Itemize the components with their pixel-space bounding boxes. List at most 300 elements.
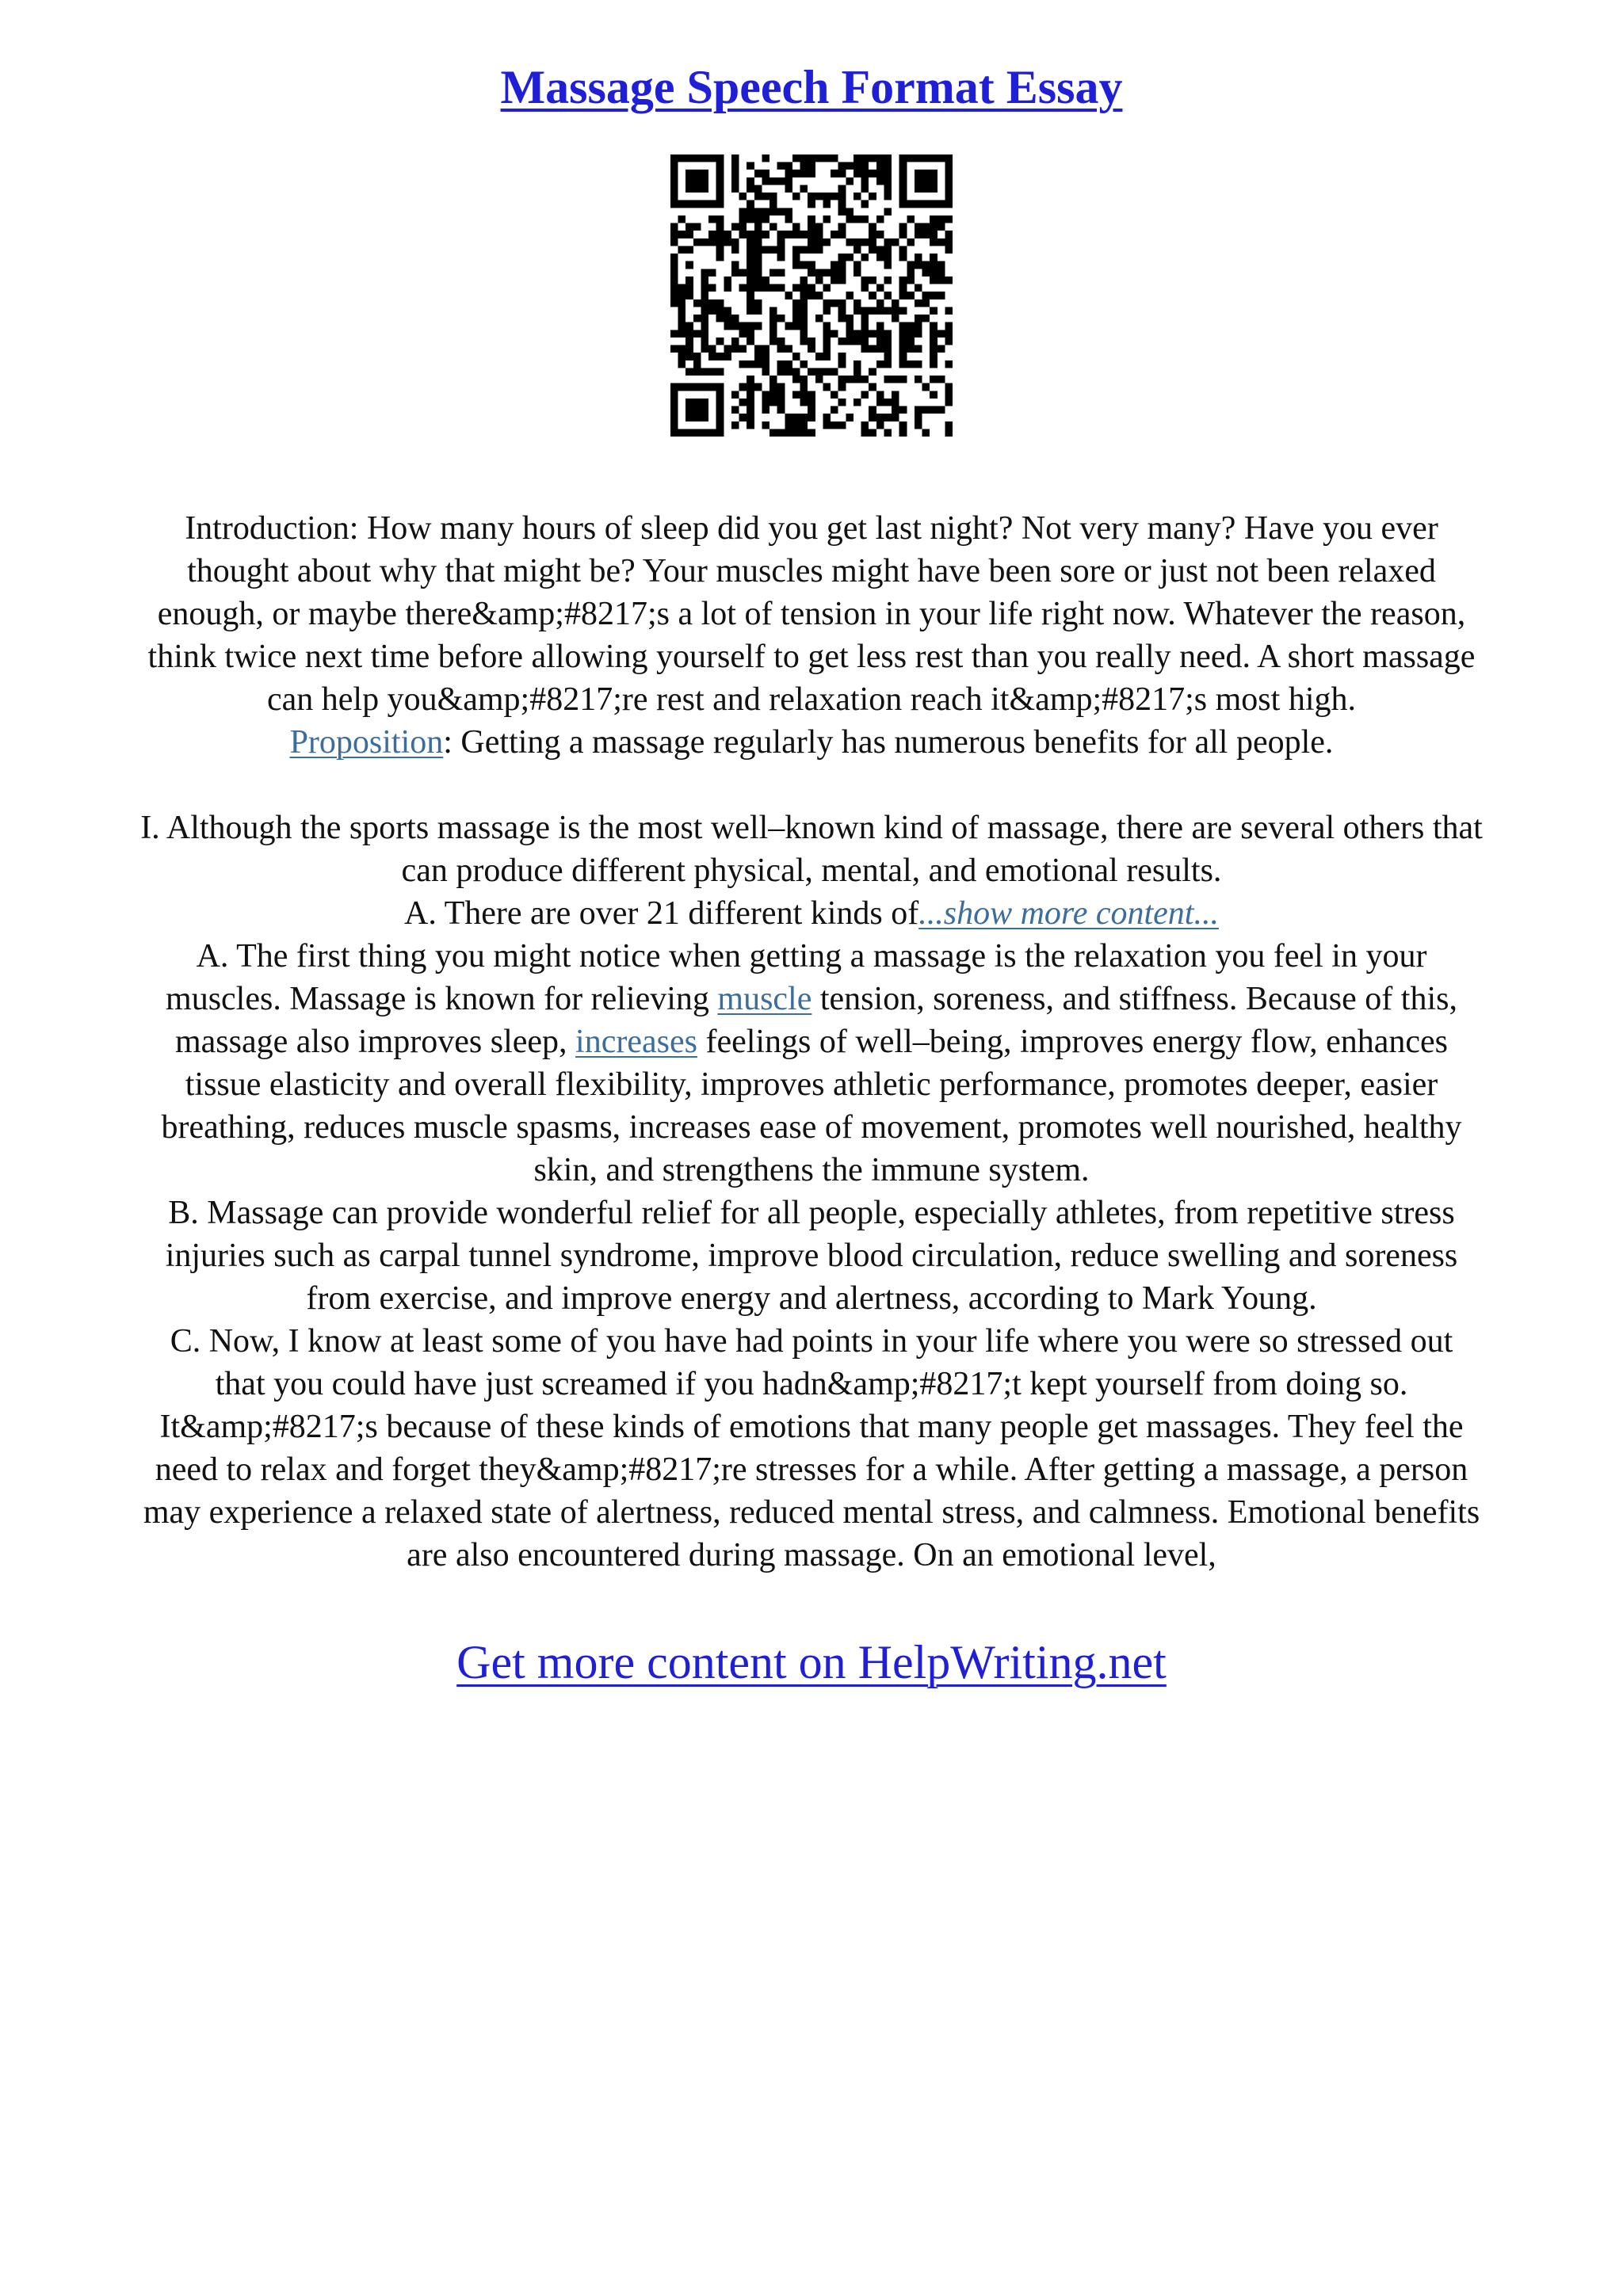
qr-module	[693, 368, 701, 376]
qr-module	[945, 429, 953, 437]
qr-module	[792, 254, 800, 261]
title-link[interactable]: Massage Speech Format Essay	[500, 61, 1123, 113]
qr-module	[831, 421, 838, 429]
qr-module	[922, 261, 930, 269]
qr-module	[869, 231, 876, 238]
qr-module	[754, 254, 762, 261]
qr-module	[769, 307, 777, 315]
qr-module	[708, 345, 716, 353]
qr-module	[876, 215, 884, 223]
qr-module	[884, 399, 892, 406]
qr-module	[846, 292, 854, 299]
qr-module	[731, 261, 739, 269]
qr-module	[747, 414, 754, 421]
qr-module	[938, 345, 945, 353]
qr-module	[762, 421, 769, 429]
qr-module	[716, 238, 724, 246]
qr-module	[884, 170, 892, 177]
qr-module	[792, 284, 800, 292]
qr-module	[747, 284, 754, 292]
qr-module	[922, 429, 930, 437]
qr-module	[884, 429, 892, 437]
qr-finder	[899, 154, 907, 208]
qr-module	[754, 223, 762, 231]
qr-module	[747, 376, 754, 383]
section-b-line: from exercise, and improve energy and alertness, according to Mark Young.	[306, 1280, 1317, 1317]
qr-module	[846, 254, 854, 261]
qr-module	[869, 170, 876, 177]
qr-module	[777, 284, 785, 292]
qr-module	[747, 254, 754, 261]
qr-module	[724, 277, 731, 284]
qr-module	[899, 376, 907, 383]
qr-module	[884, 246, 892, 254]
qr-module	[884, 208, 892, 215]
qr-module	[854, 330, 861, 338]
qr-module	[876, 231, 884, 238]
qr-module	[831, 330, 838, 338]
qr-module	[762, 345, 769, 353]
qr-module	[685, 284, 693, 292]
qr-module	[930, 231, 938, 238]
qr-module	[823, 345, 831, 353]
qr-module	[701, 345, 708, 353]
qr-module	[708, 238, 716, 246]
qr-module	[747, 292, 754, 299]
qr-module	[747, 338, 754, 345]
point-one-paragraph	[55, 807, 1568, 935]
qr-module	[823, 414, 831, 421]
qr-module	[708, 231, 716, 238]
qr-module	[754, 360, 762, 368]
qr-module	[800, 360, 808, 368]
qr-module	[823, 330, 831, 338]
qr-module	[739, 284, 747, 292]
qr-module	[785, 414, 792, 421]
qr-module	[808, 345, 815, 353]
qr-module	[854, 399, 861, 406]
qr-module	[708, 307, 716, 315]
qr-module	[769, 200, 777, 208]
qr-module	[907, 345, 915, 353]
qr-module	[685, 231, 693, 238]
qr-module	[815, 368, 823, 376]
qr-module	[769, 322, 777, 330]
qr-module	[915, 261, 922, 269]
qr-module	[777, 406, 785, 414]
qr-module	[815, 315, 823, 322]
paragraph-gap	[55, 764, 1568, 807]
qr-module	[838, 254, 846, 261]
qr-module	[915, 360, 922, 368]
qr-module	[854, 238, 861, 246]
intro-paragraph	[55, 507, 1568, 764]
qr-module	[792, 193, 800, 200]
qr-module	[747, 162, 754, 170]
qr-module	[777, 238, 785, 246]
qr-module	[899, 429, 907, 437]
qr-module	[762, 360, 769, 368]
qr-module	[777, 383, 785, 391]
qr-module	[899, 322, 907, 330]
qr-module	[838, 185, 846, 193]
qr-module	[915, 376, 922, 383]
qr-module	[884, 338, 892, 345]
qr-module	[884, 414, 892, 421]
qr-module	[945, 322, 953, 330]
show-more-link[interactable]: ...show more content...	[918, 895, 1219, 932]
qr-module	[792, 421, 800, 429]
qr-module	[670, 238, 678, 246]
get-more-content-link[interactable]: Get more content on HelpWriting.net	[456, 1636, 1167, 1688]
qr-module	[785, 421, 792, 429]
qr-finder	[915, 170, 938, 193]
qr-module	[846, 238, 854, 246]
qr-module	[808, 193, 815, 200]
qr-module	[861, 162, 869, 170]
qr-module	[915, 299, 922, 307]
qr-module	[846, 208, 854, 215]
qr-module	[930, 376, 938, 383]
qr-module	[907, 322, 915, 330]
qr-module	[792, 154, 800, 162]
qr-module	[785, 185, 792, 193]
qr-module	[762, 231, 769, 238]
qr-module	[701, 315, 708, 322]
qr-module	[838, 170, 846, 177]
qr-finder	[899, 154, 953, 162]
qr-module	[808, 292, 815, 299]
qr-module	[747, 421, 754, 429]
qr-module	[716, 299, 724, 307]
qr-module	[884, 277, 892, 284]
point-one-line: can produce different physical, mental, and emotional results.	[401, 852, 1222, 889]
qr-module	[777, 315, 785, 322]
qr-module	[769, 376, 777, 383]
qr-module	[800, 185, 808, 193]
qr-module	[678, 315, 686, 322]
qr-module	[800, 261, 808, 269]
section-c-line: may experience a relaxed state of alertness, reduced mental stress, and calmness. Emotional benefits	[143, 1494, 1480, 1531]
qr-finder	[670, 154, 678, 208]
qr-module	[808, 231, 815, 238]
qr-module	[739, 231, 747, 238]
qr-module	[678, 299, 686, 307]
qr-module	[800, 429, 808, 437]
qr-module	[808, 391, 815, 399]
qr-module	[769, 383, 777, 391]
qr-module	[747, 208, 754, 215]
qr-module	[670, 345, 678, 353]
qr-module	[701, 299, 708, 307]
qr-module	[792, 368, 800, 376]
qr-module	[815, 376, 823, 383]
qr-module	[747, 261, 754, 269]
qr-module	[769, 315, 777, 322]
qr-module	[762, 246, 769, 254]
qr-module	[915, 284, 922, 292]
qr-module	[777, 368, 785, 376]
qr-module	[808, 162, 815, 170]
qr-module	[701, 330, 708, 338]
qr-module	[907, 292, 915, 299]
qr-module	[754, 269, 762, 277]
qr-module	[754, 353, 762, 360]
qr-module	[938, 406, 945, 414]
qr-module	[800, 322, 808, 330]
qr-module	[777, 177, 785, 185]
qr-module	[869, 345, 876, 353]
qr-module	[861, 185, 869, 193]
qr-module	[678, 215, 686, 223]
qr-module	[754, 299, 762, 307]
qr-module	[869, 246, 876, 254]
qr-module	[846, 338, 854, 345]
qr-module	[762, 177, 769, 185]
qr-module	[869, 414, 876, 421]
section-c-paragraph	[55, 1320, 1568, 1577]
qr-module	[938, 292, 945, 299]
qr-module	[831, 368, 838, 376]
qr-module	[754, 231, 762, 238]
qr-module	[930, 261, 938, 269]
qr-module	[869, 406, 876, 414]
qr-module	[731, 177, 739, 185]
qr-module	[876, 399, 884, 406]
qr-module	[892, 414, 899, 421]
qr-module	[792, 246, 800, 254]
qr-module	[815, 292, 823, 299]
qr-module	[831, 269, 838, 277]
qr-module	[823, 284, 831, 292]
qr-module	[769, 284, 777, 292]
qr-module	[785, 368, 792, 376]
qr-module	[876, 254, 884, 261]
qr-module	[701, 368, 708, 376]
qr-module	[884, 185, 892, 193]
qr-module	[685, 338, 693, 345]
qr-module	[785, 162, 792, 170]
increases-link[interactable]: increases	[575, 1024, 697, 1060]
section-a-text: muscles. Massage is known for relieving	[166, 981, 718, 1017]
qr-module	[808, 269, 815, 277]
qr-module	[747, 406, 754, 414]
qr-module	[762, 399, 769, 406]
qr-module	[800, 299, 808, 307]
qr-module	[785, 215, 792, 223]
proposition-link[interactable]: Proposition	[289, 724, 444, 761]
qr-module	[777, 231, 785, 238]
qr-module	[831, 231, 838, 238]
qr-module	[785, 429, 792, 437]
qr-module	[769, 338, 777, 345]
qr-module	[846, 162, 854, 170]
qr-module	[876, 284, 884, 292]
qr-module	[747, 177, 754, 185]
qr-module	[701, 238, 708, 246]
qr-module	[846, 414, 854, 421]
section-b-line: injuries such as carpal tunnel syndrome, improve blood circulation, reduce swelling and soreness	[165, 1238, 1458, 1274]
qr-module	[838, 353, 846, 360]
qr-module	[907, 277, 915, 284]
qr-module	[915, 414, 922, 421]
qr-module	[777, 391, 785, 399]
qr-module	[838, 200, 846, 208]
qr-module	[800, 162, 808, 170]
qr-module	[762, 208, 769, 215]
qr-module	[754, 185, 762, 193]
qr-module	[808, 429, 815, 437]
qr-module	[769, 208, 777, 215]
qr-module	[785, 345, 792, 353]
section-a-text: tension, soreness, and stiffness. Because of this,	[812, 981, 1457, 1017]
qr-module	[861, 421, 869, 429]
qr-module	[769, 330, 777, 338]
section-c-line: need to relax and forget they&amp;#8217;re stresses for a while. After getting a massage, a person	[155, 1451, 1468, 1488]
qr-module	[792, 376, 800, 383]
qr-module	[739, 215, 747, 223]
qr-module	[670, 223, 678, 231]
qr-module	[907, 269, 915, 277]
qr-module	[838, 421, 846, 429]
qr-module	[685, 261, 693, 269]
qr-module	[762, 154, 769, 162]
qr-module	[823, 307, 831, 315]
qr-module	[861, 170, 869, 177]
qr-module	[754, 215, 762, 223]
qr-module	[815, 238, 823, 246]
qr-module	[838, 277, 846, 284]
qr-module	[930, 307, 938, 315]
qr-module	[838, 208, 846, 215]
qr-module	[724, 315, 731, 322]
qr-module	[769, 246, 777, 254]
qr-module	[785, 170, 792, 177]
qr-module	[762, 277, 769, 284]
qr-module	[701, 307, 708, 315]
qr-module	[808, 246, 815, 254]
qr-module	[754, 322, 762, 330]
qr-module	[876, 154, 884, 162]
qr-module	[815, 193, 823, 200]
qr-module	[716, 246, 724, 254]
qr-module	[800, 284, 808, 292]
qr-module	[899, 246, 907, 254]
qr-module	[930, 277, 938, 284]
qr-module	[884, 353, 892, 360]
qr-module	[808, 338, 815, 345]
qr-module	[899, 345, 907, 353]
section-a-line	[55, 978, 1568, 1020]
qr-module	[792, 223, 800, 231]
qr-module	[670, 277, 678, 284]
qr-finder	[670, 429, 724, 437]
qr-module	[769, 193, 777, 200]
qr-module	[869, 223, 876, 231]
qr-module	[869, 368, 876, 376]
qr-module	[854, 261, 861, 269]
qr-module	[876, 162, 884, 170]
qr-module	[930, 223, 938, 231]
qr-module	[754, 307, 762, 315]
qr-module	[884, 261, 892, 269]
section-b-line: B. Massage can provide wonderful relief for all people, especially athletes, from repetitive stress	[168, 1195, 1455, 1231]
qr-module	[884, 376, 892, 383]
qr-module	[945, 307, 953, 315]
qr-module	[716, 231, 724, 238]
qr-module	[884, 345, 892, 353]
qr-module	[678, 231, 686, 238]
qr-module	[861, 284, 869, 292]
qr-module	[945, 421, 953, 429]
muscle-link[interactable]: muscle	[717, 981, 812, 1017]
qr-module	[747, 299, 754, 307]
qr-module	[838, 231, 846, 238]
qr-module	[731, 223, 739, 231]
qr-module	[678, 284, 686, 292]
qr-module	[678, 322, 686, 330]
qr-module	[854, 307, 861, 315]
qr-module	[739, 193, 747, 200]
qr-module	[831, 154, 838, 162]
qr-module	[785, 322, 792, 330]
qr-module	[838, 299, 846, 307]
qr-module	[762, 284, 769, 292]
qr-module	[670, 261, 678, 269]
qr-module	[938, 330, 945, 338]
qr-module	[884, 154, 892, 162]
qr-module	[930, 254, 938, 261]
qr-module	[785, 231, 792, 238]
qr-finder	[945, 154, 953, 208]
qr-module	[869, 307, 876, 315]
qr-module	[792, 315, 800, 322]
qr-module	[892, 238, 899, 246]
qr-module	[861, 391, 869, 399]
qr-module	[838, 223, 846, 231]
qr-module	[739, 399, 747, 406]
qr-module	[884, 330, 892, 338]
qr-module	[907, 330, 915, 338]
qr-module	[876, 322, 884, 330]
qr-module	[731, 406, 739, 414]
qr-module	[808, 399, 815, 406]
qr-module	[739, 208, 747, 215]
qr-module	[915, 231, 922, 238]
section-c-line: It&amp;#8217;s because of these kinds of emotions that many people get massages. They feel the	[159, 1409, 1464, 1445]
qr-module	[922, 406, 930, 414]
qr-finder	[670, 154, 724, 162]
qr-module	[762, 193, 769, 200]
qr-module	[685, 322, 693, 330]
qr-module	[869, 383, 876, 391]
section-a-paragraph	[55, 935, 1568, 1192]
qr-module	[693, 360, 701, 368]
qr-module	[861, 376, 869, 383]
qr-module	[716, 254, 724, 261]
qr-module	[861, 200, 869, 208]
qr-module	[846, 215, 854, 223]
qr-module	[831, 261, 838, 269]
qr-module	[747, 277, 754, 284]
qr-module	[915, 322, 922, 330]
qr-module	[838, 383, 846, 391]
point-one-a-line	[55, 892, 1568, 935]
qr-module	[678, 360, 686, 368]
qr-module	[930, 360, 938, 368]
qr-module	[792, 429, 800, 437]
qr-module	[678, 307, 686, 315]
